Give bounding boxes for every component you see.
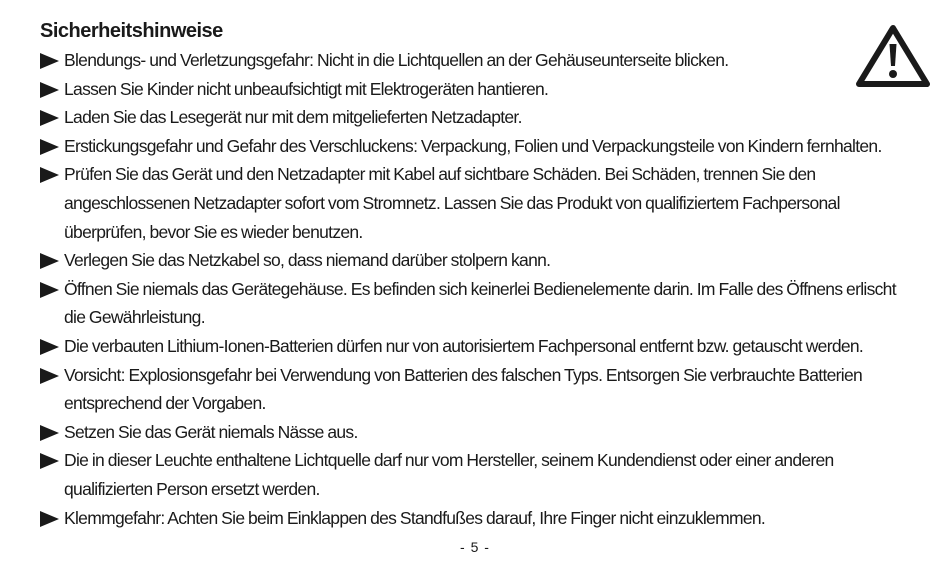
triangle-bullet-icon — [40, 425, 59, 441]
section-title: Sicherheitshinweise — [40, 20, 223, 42]
list-item — [40, 75, 920, 104]
triangle-bullet-icon — [40, 253, 59, 269]
triangle-bullet-icon — [40, 453, 59, 469]
triangle-bullet-icon — [40, 511, 59, 527]
list-item-text: Die verbauten Lithium-Ionen-Batterien dürfen nur von autorisiertem Fachpersonal entfernt bzw. getauscht werden. — [64, 335, 864, 356]
list-item-text: Klemmgefahr: Achten Sie beim Einklappen des Standfußes darauf, Ihre Finger nicht einzuklemmen. — [64, 507, 766, 528]
list-item-text: Prüfen Sie das Gerät und den Netzadapter mit Kabel auf sichtbare Schäden. Bei Schäden, trennen Sie den angeschlossenen Netzadapter sofort vom Stromnetz. Lassen Sie das Produkt von qualifiziertem Fachpersonal überprüfen, bevor Sie es wieder benutzen. — [64, 164, 840, 242]
list-item-text: Setzen Sie das Gerät niemals Nässe aus. — [64, 421, 358, 442]
list-item-text: Die in dieser Leuchte enthaltene Lichtquelle darf nur vom Hersteller, seinem Kundendienst oder einer anderen qualifizierten Person ersetzt werden. — [64, 450, 834, 499]
list-item — [40, 246, 920, 275]
triangle-bullet-icon — [40, 339, 59, 355]
list-item — [40, 46, 920, 75]
list-item-text: Blendungs- und Verletzungsgefahr: Nicht in die Lichtquellen an der Gehäuseunterseite blicken. — [64, 50, 729, 70]
list-item-text: Laden Sie das Lesegerät nur mit dem mitgelieferten Netzadapter. — [64, 107, 522, 128]
triangle-bullet-icon — [40, 139, 59, 155]
list-item-text: Erstickungsgefahr und Gefahr des Verschluckens: Verpackung, Folien und Verpackungsteile von Kindern fernhalten. — [64, 135, 882, 156]
page-number: - 5 - — [460, 539, 490, 555]
triangle-bullet-icon — [40, 282, 59, 298]
triangle-bullet-icon — [40, 167, 59, 183]
triangle-bullet-icon — [40, 53, 59, 69]
list-item — [40, 332, 920, 361]
list-item-text: Verlegen Sie das Netzkabel so, dass niemand darüber stolpern kann. — [64, 250, 551, 271]
triangle-bullet-icon — [40, 110, 59, 126]
list-item — [40, 361, 920, 418]
list-item-text: Vorsicht: Explosionsgefahr bei Verwendung von Batterien des falschen Typs. Entsorgen Sie verbrauchte Batterien entsprechend der Vorgaben. — [64, 364, 863, 414]
triangle-bullet-icon — [40, 82, 59, 98]
list-item — [40, 275, 920, 332]
list-item-text: Öffnen Sie niemals das Gerätegehäuse. Es befinden sich keinerlei Bedienelemente darin. Im Falle des Öffnens erlischt die Gewährleistung. — [64, 278, 896, 328]
safety-instructions-list — [40, 46, 920, 532]
list-item-text: Lassen Sie Kinder nicht unbeaufsichtigt mit Elektrogeräten hantieren. — [64, 78, 549, 99]
list-item — [40, 132, 920, 161]
triangle-bullet-icon — [40, 368, 59, 384]
list-item — [40, 160, 920, 246]
list-item — [40, 504, 920, 533]
list-item — [40, 446, 920, 503]
list-item — [40, 418, 920, 447]
list-item — [40, 103, 920, 132]
